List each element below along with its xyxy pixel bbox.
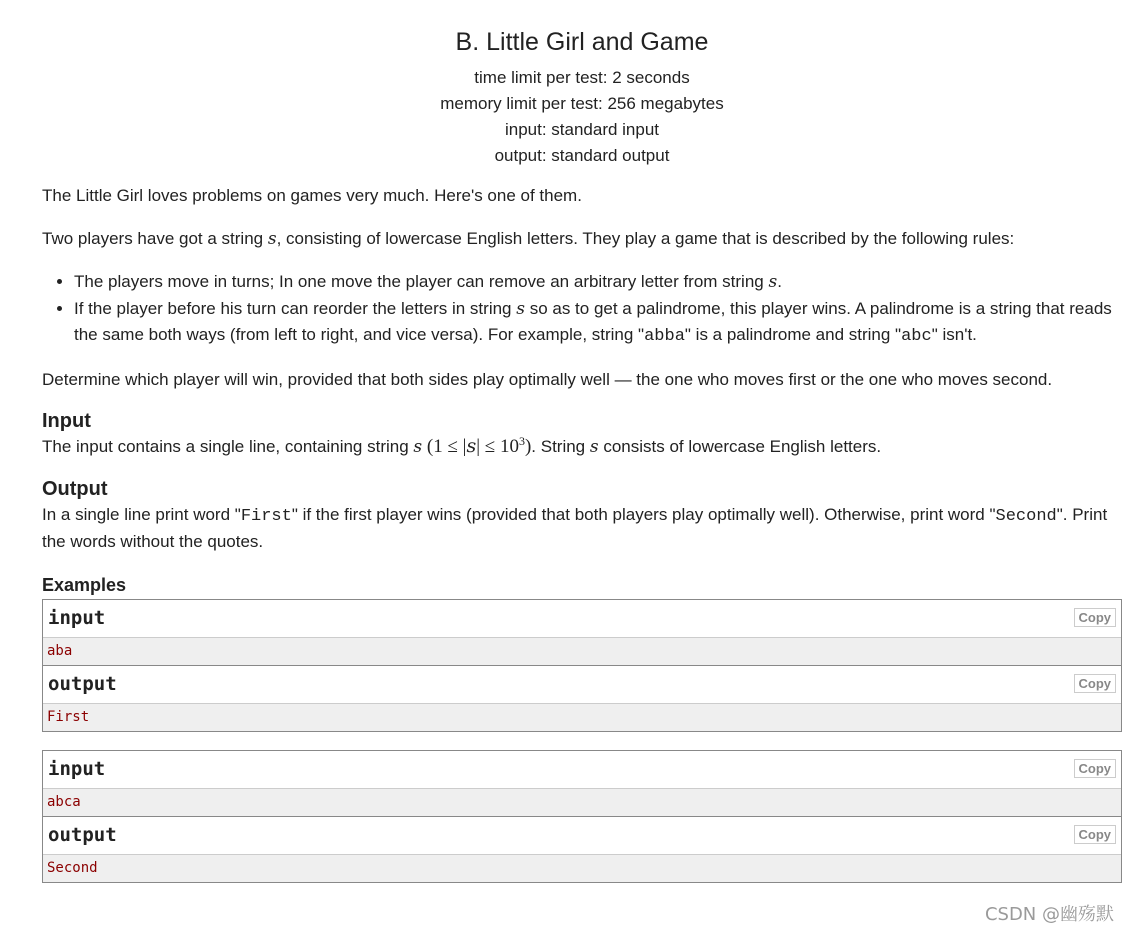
text: In a single line print word " [42,505,241,524]
statement-description [42,226,1122,252]
text: " if the first player wins (provided that both players play optimally well). Otherwise, print word " [291,505,996,524]
memory-limit: memory limit per test: 256 megabytes [440,94,724,113]
statement-intro: The Little Girl loves problems on games very much. Here's one of them. [42,186,582,205]
example-output-data: Second [43,855,1121,882]
code-abc: abc [901,327,932,346]
input-description [42,434,1122,460]
text: , consisting of lowercase English letters. They play a game that is described by the following rules: [276,229,1015,248]
variable-s: s [466,435,477,457]
input-label: input [48,607,106,629]
time-limit: time limit per test: 2 seconds [474,68,690,87]
variable-s: s [768,272,778,292]
text: If the player before his turn can reorder the letters in string [74,299,517,318]
example-test-2 [42,750,1122,883]
constraint-formula [422,436,531,457]
text: Two players have got a string [42,229,268,248]
output-description [42,502,1122,554]
rule-item [74,296,1122,350]
text: ) [524,436,532,457]
exponent: 3 [518,434,525,448]
text: so as to get a palindrome, this player wins. A palindrome is a string that reads the same both ways (from left to right, and vice versa). For example, string " [74,299,1112,344]
problem-header [42,0,1122,169]
example-output-header [43,666,1121,704]
examples-title: Examples [42,575,127,595]
code-first: First [240,507,292,526]
copy-input-button[interactable]: Copy [1074,759,1117,778]
statement-question: Determine which player will win, provided that both sides play optimally well — the one who moves first or the one who moves second. [42,370,1053,389]
variable-s: s [589,437,599,457]
copy-input-button[interactable]: Copy [1074,608,1117,627]
copy-output-button[interactable]: Copy [1074,825,1117,844]
problem-statement [42,0,1122,883]
variable-s: s [267,229,277,249]
output-specification [42,476,1122,554]
variable-s: s [413,437,423,457]
text: | ≤ 10 [476,436,519,457]
code-second: Second [995,507,1057,526]
text: consists of lowercase English letters. [598,437,882,456]
input-specification [42,408,1122,460]
csdn-watermark: CSDN @幽殇默 [984,904,1114,925]
example-input-data: aba [43,638,1121,666]
input-label: input [48,758,106,780]
example-output-header [43,817,1121,855]
text: . [777,272,782,291]
copy-output-button[interactable]: Copy [1074,674,1117,693]
variable-s: s [516,299,525,319]
text: (1 ≤ | [422,436,467,457]
output-label: output [48,824,117,846]
output-file: output: standard output [494,146,670,165]
output-label: output [48,673,117,695]
problem-title: B. Little Girl and Game [455,28,709,56]
example-output-data: First [43,704,1121,731]
output-section-title: Output [42,478,108,500]
text: The players move in turns; In one move the player can remove an arbitrary letter from string [74,272,769,291]
text: The input contains a single line, containing string [42,437,414,456]
text: . String [531,437,590,456]
input-section-title: Input [42,410,91,432]
text: ". Print the words without the quotes. [42,505,1108,551]
example-input-header [43,751,1121,789]
input-file: input: standard input [504,120,660,139]
code-abba: abba [644,327,685,346]
example-test-1 [42,599,1122,732]
example-input-data: abca [43,789,1121,817]
text: " isn't. [931,325,977,344]
rules-list [42,269,1122,350]
text: " is a palindrome and string " [684,325,902,344]
example-input-header [43,600,1121,638]
rule-item [74,269,1122,295]
